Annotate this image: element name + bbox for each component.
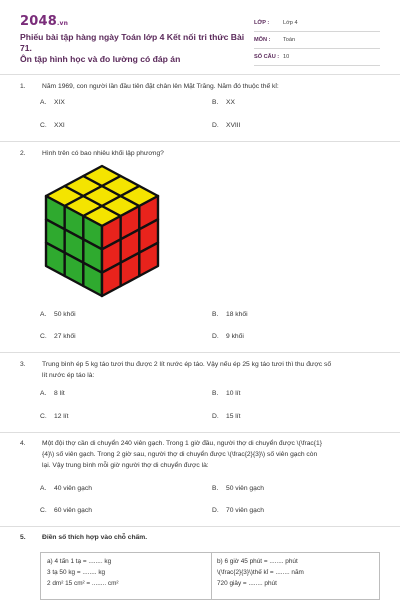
- divider: [0, 526, 400, 527]
- fill-in-item[interactable]: b) 6 giờ 45 phút = ........ phút: [217, 558, 298, 565]
- fill-in-left-column: [47, 556, 119, 589]
- fill-in-item[interactable]: 720 giây = ........ phút: [217, 580, 277, 587]
- worksheet-header: [20, 14, 380, 70]
- option-b[interactable]: B. 10 lít: [212, 390, 241, 397]
- option-a[interactable]: A. 40 viên gạch: [40, 485, 92, 492]
- fill-in-item[interactable]: \(\frac{2}{3}\)thế kỉ = ........ năm: [217, 569, 304, 576]
- option-b[interactable]: B. XX: [212, 99, 235, 106]
- option-b[interactable]: B. 18 khối: [212, 311, 248, 318]
- rubiks-cube-image: [40, 162, 164, 302]
- meta-count: SỐ CÂU : 10: [254, 49, 380, 66]
- option-a[interactable]: A. 8 lít: [40, 390, 65, 397]
- option-b[interactable]: B. 50 viên gạch: [212, 485, 264, 492]
- divider: [0, 352, 400, 353]
- divider: [0, 74, 400, 75]
- option-c[interactable]: C. 60 viên gạch: [40, 507, 92, 514]
- worksheet-meta: [254, 15, 380, 66]
- option-d[interactable]: D. 70 viên gạch: [212, 507, 264, 514]
- meta-subject: MÔN : Toán: [254, 32, 380, 49]
- question-2: 2. Hình trên có bao nhiêu khối lập phương?: [20, 150, 164, 157]
- question-1: 1. Năm 1969, con người lần đầu tiên đặt chân lên Mặt Trăng. Năm đó thuộc thế kỉ:: [20, 83, 279, 90]
- fill-in-item[interactable]: a) 4 tấn 1 tạ = ........ kg: [47, 558, 112, 565]
- option-a[interactable]: A. XIX: [40, 99, 65, 106]
- worksheet-title: Phiếu bài tập hàng ngày Toán lớp 4 Kết nối tri thức Bài 71. Ôn tập hình học và đo lường có đáp án: [20, 32, 245, 64]
- question-3: 3. Trung bình ép 5 kg táo tươi thu được 2 lít nước ép táo. Vậy nếu ép 25 kg táo tươi thì thu được số lít nước ép táo là:: [20, 361, 332, 379]
- column-divider: [211, 553, 212, 599]
- divider: [0, 141, 400, 142]
- option-c[interactable]: C. XXI: [40, 122, 65, 129]
- option-d[interactable]: D. 15 lít: [212, 413, 241, 420]
- fill-in-item[interactable]: 2 dm² 15 cm² = ........ cm²: [47, 580, 119, 587]
- question-4: 4. Một đội thợ cần di chuyển 240 viên gạch. Trong 1 giờ đầu, người thợ di chuyển được \(\frac{1} {4}\) số viên gạch. Trong 2 giờ sau, người thợ di chuyển được \(\frac{2}{3}\) số viên gạch còn lại. Vậy trung bình mỗi giờ người thợ di chuyển được là:: [20, 440, 322, 469]
- option-c[interactable]: C. 27 khối: [40, 333, 76, 340]
- option-a[interactable]: A. 50 khối: [40, 311, 76, 318]
- fill-in-right-column: [217, 556, 304, 589]
- fill-in-table: [40, 552, 380, 600]
- divider: [0, 432, 400, 433]
- option-c[interactable]: C. 12 lít: [40, 413, 69, 420]
- option-d[interactable]: D. 9 khối: [212, 333, 244, 340]
- meta-class: LỚP : Lớp 4: [254, 15, 380, 32]
- fill-in-item[interactable]: 3 tạ 50 kg = ........ kg: [47, 569, 106, 576]
- option-d[interactable]: D. XVIII: [212, 122, 241, 129]
- question-5: 5. Điền số thích hợp vào chỗ chấm.: [20, 534, 148, 541]
- site-logo[interactable]: 2048.vn: [20, 14, 69, 29]
